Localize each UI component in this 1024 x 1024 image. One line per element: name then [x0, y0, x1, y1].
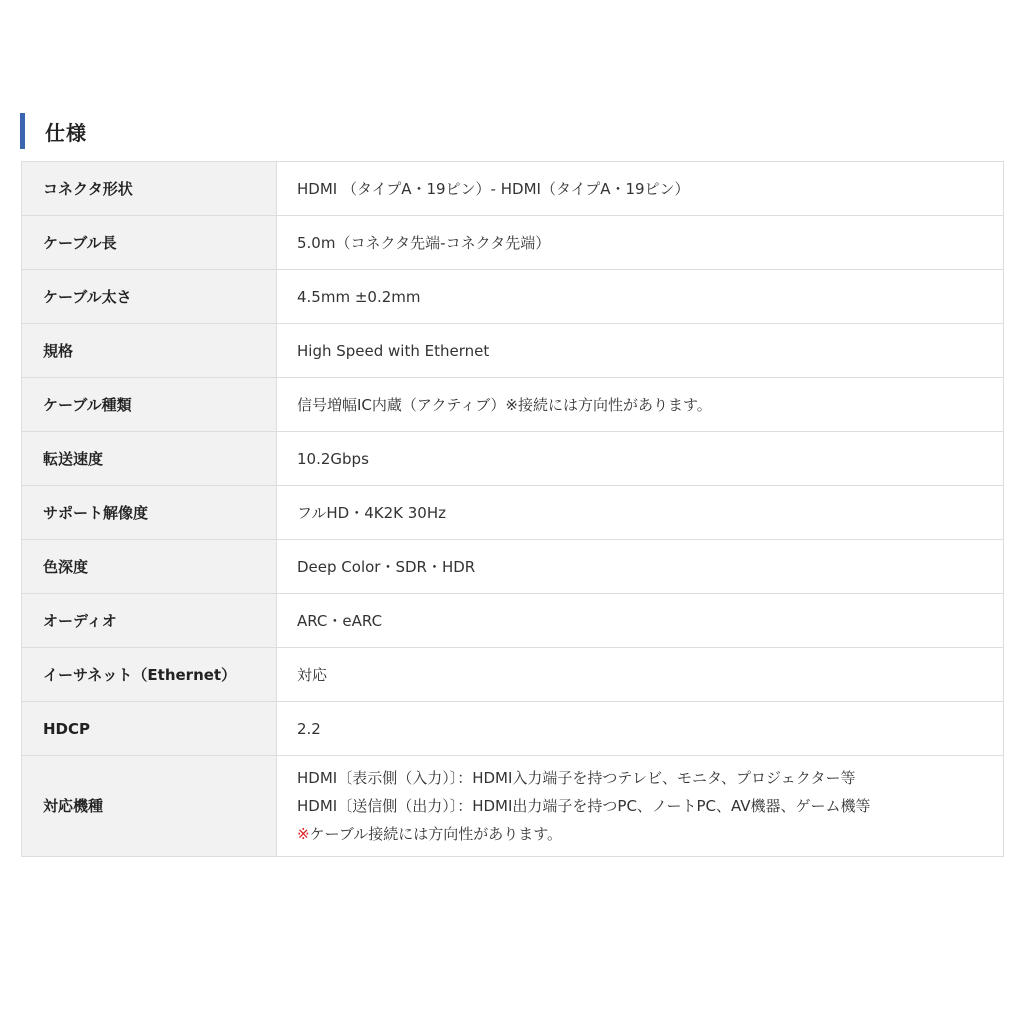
spec-value: High Speed with Ethernet: [277, 324, 1004, 378]
spec-row: [22, 432, 1004, 486]
spec-value: 信号増幅IC内蔵（アクティブ）※接続には方向性があります。: [277, 378, 1004, 432]
spec-label: コネクタ形状: [22, 162, 277, 216]
spec-label: ケーブル太さ: [22, 270, 277, 324]
spec-row: [22, 648, 1004, 702]
spec-row: [22, 216, 1004, 270]
spec-table-body: [22, 162, 1004, 857]
spec-label: ケーブル長: [22, 216, 277, 270]
note-text: ケーブル接続には方向性があります。: [309, 825, 563, 843]
compatible-output-line: HDMI〔送信側（出力）〕：HDMI出力端子を持つPC、ノートPC、AV機器、ゲーム機等: [297, 797, 871, 815]
spec-row: [22, 270, 1004, 324]
spec-label: 規格: [22, 324, 277, 378]
spec-value: 対応: [277, 648, 1004, 702]
spec-label: 対応機種: [22, 756, 277, 857]
spec-value: 4.5mm ±0.2mm: [277, 270, 1004, 324]
spec-value-compatible: [277, 756, 1004, 857]
spec-label: サポート解像度: [22, 486, 277, 540]
page-title: 仕様: [45, 120, 87, 145]
spec-row: [22, 162, 1004, 216]
heading-accent-bar: [20, 113, 25, 149]
spec-label: 転送速度: [22, 432, 277, 486]
spec-value: HDMI （タイプA・19ピン）- HDMI（タイプA・19ピン）: [277, 162, 1004, 216]
direction-note: [297, 820, 1003, 848]
spec-row: [22, 702, 1004, 756]
spec-value: 5.0m（コネクタ先端-コネクタ先端）: [277, 216, 1004, 270]
spec-table: [21, 161, 1004, 857]
note-mark: ※: [297, 825, 310, 843]
compatible-input-line: HDMI〔表示側（入力）〕：HDMI入力端子を持つテレビ、モニタ、プロジェクター等: [297, 769, 856, 787]
spec-value: 2.2: [277, 702, 1004, 756]
spec-value: 10.2Gbps: [277, 432, 1004, 486]
spec-label: イーサネット（Ethernet）: [22, 648, 277, 702]
spec-value: Deep Color・SDR・HDR: [277, 540, 1004, 594]
spec-label: ケーブル種類: [22, 378, 277, 432]
spec-row: [22, 540, 1004, 594]
section-heading: [20, 112, 87, 150]
spec-row: [22, 378, 1004, 432]
spec-row: [22, 324, 1004, 378]
spec-label: オーディオ: [22, 594, 277, 648]
spec-row: [22, 486, 1004, 540]
spec-label: 色深度: [22, 540, 277, 594]
spec-label: HDCP: [22, 702, 277, 756]
spec-row-compatible: [22, 756, 1004, 857]
spec-value: ARC・eARC: [277, 594, 1004, 648]
spec-value: フルHD・4K2K 30Hz: [277, 486, 1004, 540]
spec-row: [22, 594, 1004, 648]
